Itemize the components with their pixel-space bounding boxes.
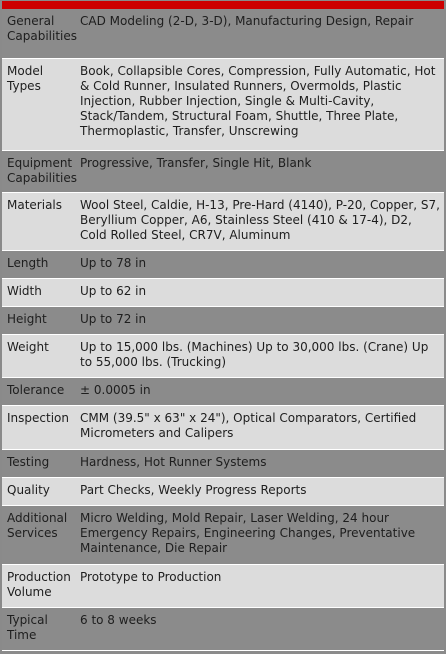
row-value: Up to 62 in	[80, 284, 147, 298]
table-row	[2, 608, 444, 651]
row-value: Up to 78 in	[80, 256, 147, 270]
table-row	[2, 406, 444, 450]
table-row	[2, 378, 444, 406]
table-row	[2, 335, 444, 378]
row-value: Progressive, Transfer, Single Hit, Blank	[80, 156, 312, 170]
row-value: Up to 15,000 lbs. (Machines) Up to 30,000 lbs. (Crane) Up to 55,000 lbs. (Trucking)	[80, 340, 429, 369]
row-value: Prototype to Production	[80, 570, 222, 584]
row-label: Materials	[7, 198, 63, 212]
table-row	[2, 478, 444, 506]
row-label: Typical Time	[7, 613, 48, 642]
row-label: Quality	[7, 483, 50, 497]
table-row	[2, 565, 444, 608]
table-row	[2, 9, 444, 59]
table-row	[2, 279, 444, 307]
row-label: Inspection	[7, 411, 69, 425]
table-row	[2, 59, 444, 151]
row-value: CAD Modeling (2-D, 3-D), Manufacturing Design, Repair	[80, 14, 414, 28]
table-row	[2, 193, 444, 251]
table-row	[2, 307, 444, 335]
row-value: Part Checks, Weekly Progress Reports	[80, 483, 307, 497]
row-label: General Capabilities	[7, 14, 77, 43]
row-value: Up to 72 in	[80, 312, 147, 326]
table-row	[2, 506, 444, 565]
table-row	[2, 251, 444, 279]
row-label: Additional Services	[7, 511, 68, 540]
row-value: CMM (39.5" x 63" x 24"), Optical Comparators, Certified Micrometers and Calipers	[80, 411, 417, 440]
row-value: Hardness, Hot Runner Systems	[80, 455, 267, 469]
row-value: ± 0.0005 in	[80, 383, 151, 397]
row-label: Height	[7, 312, 47, 326]
row-value: Wool Steel, Caldie, H-13, Pre-Hard (4140), P-20, Copper, S7, Beryllium Copper, A6, Stainless Steel (410 & 17-4), D2, Cold Rolled Steel, CR7V, Aluminum	[80, 198, 440, 242]
row-label: Tolerance	[7, 383, 65, 397]
row-label: Weight	[7, 340, 49, 354]
row-label: Model Types	[7, 64, 44, 93]
row-label: Testing	[7, 455, 50, 469]
table-row	[2, 450, 444, 478]
row-value: Book, Collapsible Cores, Compression, Fully Automatic, Hot & Cold Runner, Insulated Runners, Overmolds, Plastic Injection, Rubber Injection, Single & Multi-Cavity, Stack/Tandem, Structural Foam, Shuttle, Three Plate, Thermoplastic, Transfer, Unscrewing	[80, 64, 436, 138]
row-value: 6 to 8 weeks	[80, 613, 157, 627]
row-value: Micro Welding, Mold Repair, Laser Welding, 24 hour Emergency Repairs, Engineering Changes, Preventative Maintenance, Die Repair	[80, 511, 416, 555]
row-label: Length	[7, 256, 49, 270]
table-header-bar	[2, 0, 444, 9]
row-label: Production Volume	[7, 570, 71, 599]
row-label: Width	[7, 284, 42, 298]
row-label: Equipment Capabilities	[7, 156, 77, 185]
table-row	[2, 151, 444, 193]
